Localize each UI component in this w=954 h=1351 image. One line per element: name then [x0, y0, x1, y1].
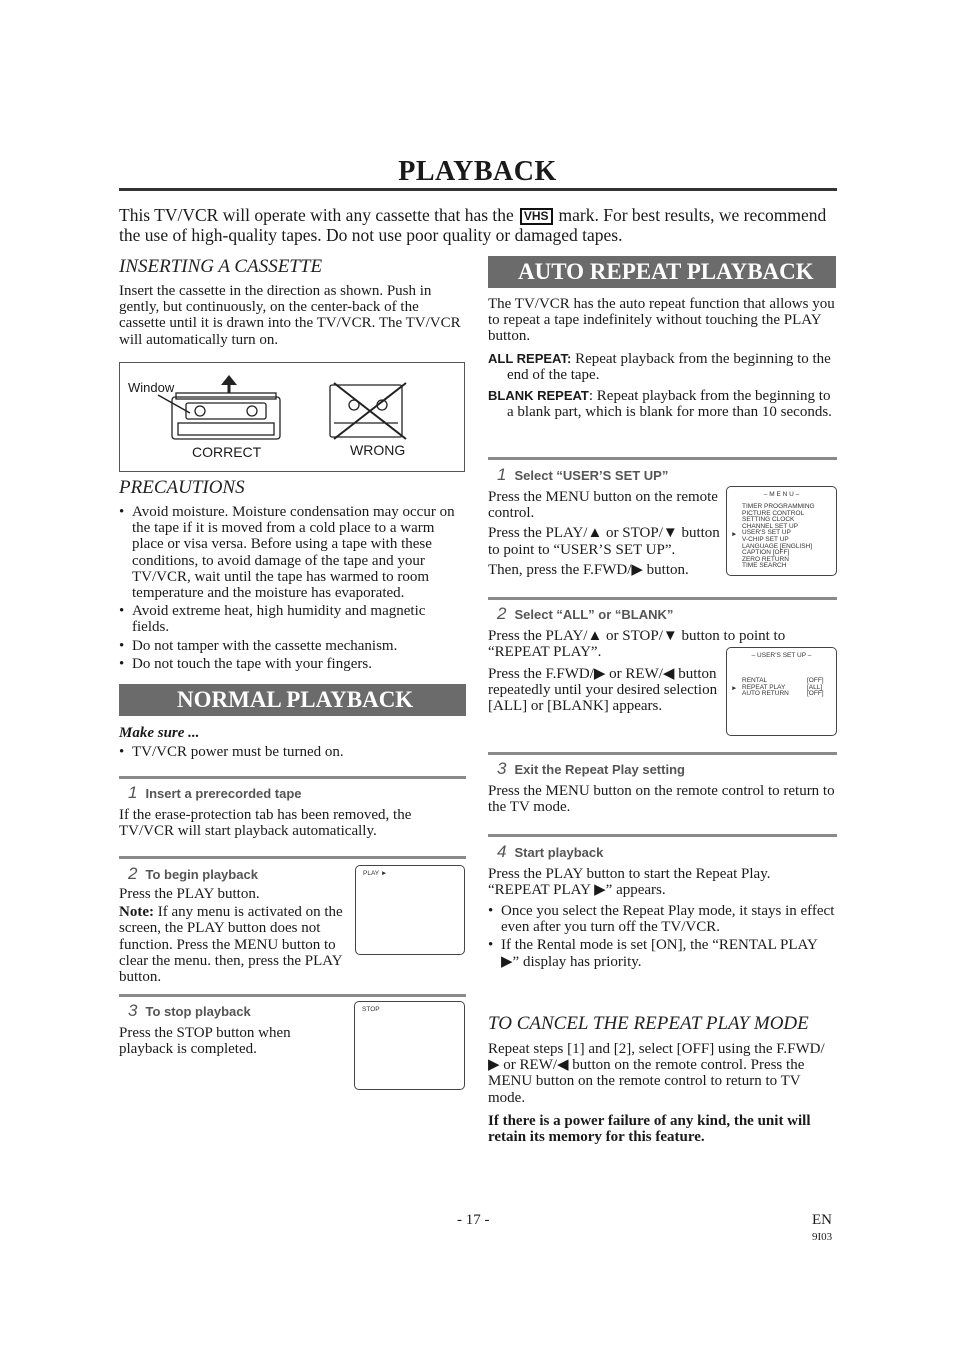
menu-item: ZERO RETURN	[742, 555, 789, 563]
insert-arrow	[221, 375, 237, 385]
step-text: Press the PLAY button to start the Repeat Play. “REPEAT PLAY ▶” appears.	[488, 866, 771, 899]
step-heading	[497, 604, 673, 624]
step-text: Press the STOP button when playback is completed.	[119, 1025, 291, 1058]
cancel-heading: TO CANCEL THE REPEAT PLAY MODE	[488, 1013, 809, 1034]
menu-item: LANGUAGE [ENGLISH]	[742, 542, 813, 550]
all-repeat-label: ALL REPEAT:	[488, 351, 572, 366]
step-instruction: Press the PLAY/▲ or STOP/▼ button to point to “USER’S SET UP”.	[488, 525, 720, 558]
step-text	[488, 489, 720, 578]
divider	[488, 457, 837, 460]
divider	[119, 994, 466, 997]
menu-pointer-icon: ►	[731, 531, 738, 538]
make-sure-label: Make sure ...	[119, 725, 200, 741]
note-label: Note:	[119, 904, 154, 921]
cancel-note: If there is a power failure of any kind, the unit will retain its memory for this feature.	[488, 1113, 811, 1146]
step-number: 3	[497, 759, 507, 778]
step-title: Exit the Repeat Play setting	[514, 762, 685, 777]
language-code: EN	[812, 1212, 832, 1228]
menu-item: RENTAL	[742, 677, 768, 684]
divider	[119, 856, 466, 859]
step-heading	[128, 783, 302, 803]
inserting-text: Insert the cassette in the direction as shown. Push in gently, but continuously, on the center-back of the cassette until it is drawn into the TV/VCR. The TV/VCR will automatically turn on.	[119, 283, 461, 348]
step-heading	[497, 465, 668, 485]
step-text: If the erase-protection tab has been removed, the TV/VCR will start playback automatically.	[119, 807, 412, 840]
menu-screen	[726, 486, 837, 576]
menu-screen	[726, 647, 837, 736]
tv-screen	[355, 865, 465, 955]
blank-repeat-desc	[488, 388, 836, 420]
step-title: To stop playback	[145, 1004, 251, 1019]
screen-text: PLAY ►	[363, 870, 388, 877]
intro-text-after: mark. For best results, we recommend the use of high-quality tapes. Do not use poor quality or damaged tapes.	[119, 205, 827, 245]
make-sure-list	[119, 744, 464, 762]
menu-item: CAPTION [OFF]	[742, 549, 790, 557]
menu-item: REPEAT PLAY	[742, 683, 786, 691]
doc-code: 9I03	[812, 1231, 833, 1243]
menu-item: USER'S SET UP	[742, 529, 791, 537]
divider	[488, 834, 837, 837]
menu-list	[742, 504, 815, 570]
divider	[488, 752, 837, 755]
step-number: 2	[497, 604, 507, 623]
normal-playback-heading: NORMAL PLAYBACK	[119, 684, 466, 716]
screen-text: STOP	[362, 1006, 380, 1013]
intro-text-before: This TV/VCR will operate with any cassette that has the	[119, 205, 514, 225]
step-title: Insert a prerecorded tape	[145, 786, 302, 801]
page-number: - 17 -	[457, 1212, 490, 1228]
title-rule	[119, 188, 837, 191]
list-item: • Avoid extreme heat, high humidity and magnetic fields.	[119, 603, 464, 635]
menu-item: V-CHIP SET UP	[742, 535, 789, 543]
step-text: Press the PLAY/▲ or STOP/▼ button to point to “REPEAT PLAY”.	[488, 628, 786, 661]
divider	[488, 597, 837, 600]
step-number: 1	[128, 783, 138, 802]
step-number: 3	[128, 1001, 138, 1020]
step-number: 2	[128, 864, 138, 883]
menu-item: AUTO RETURN	[742, 690, 789, 698]
menu-values	[807, 678, 824, 698]
menu-value: [OFF]	[807, 690, 824, 698]
all-repeat-text: Repeat playback from the beginning to the end of the tape.	[507, 351, 831, 384]
step-bullets	[488, 903, 836, 972]
step-instruction: Then, press the F.FWD/▶ button.	[488, 561, 689, 578]
window-label: Window	[128, 380, 175, 395]
list-item: • Once you select the Repeat Play mode, it stays in effect even after you turn off the TV/VCR.	[488, 903, 836, 935]
step-number: 4	[497, 842, 507, 861]
all-repeat-desc	[488, 351, 836, 383]
menu-item: TIME SEARCH	[742, 562, 787, 570]
wrong-cassette	[330, 385, 402, 437]
vhs-logo: VHS	[520, 208, 553, 225]
menu-item: SETTING CLOCK	[742, 516, 795, 524]
page-title: PLAYBACK	[398, 156, 557, 187]
menu-item: TIMER PROGRAMMING	[742, 503, 815, 510]
step-text: Press the MENU button on the remote control to return to the TV mode.	[488, 783, 835, 816]
menu-value: [ALL]	[807, 683, 823, 691]
precautions-heading: PRECAUTIONS	[119, 477, 245, 498]
list-item: • Do not tamper with the cassette mechanism.	[119, 638, 464, 654]
blank-repeat-text: : Repeat playback from the beginning to a blank part, which is blank for more than 10 seconds.	[507, 388, 832, 421]
menu-item: CHANNEL SET UP	[742, 522, 798, 530]
step-title: To begin playback	[145, 867, 258, 882]
auto-intro: The TV/VCR has the auto repeat function that allows you to repeat a tape indefinitely without touching the PLAY button.	[488, 296, 835, 345]
menu-title: – USER’S SET UP –	[751, 652, 812, 659]
step-title: Select “ALL” or “BLANK”	[514, 607, 674, 622]
blank-repeat-label: BLANK REPEAT	[488, 388, 589, 403]
step-instruction: Press the PLAY button.	[119, 886, 260, 902]
note-text: If any menu is activated on the screen, the PLAY button does not function. Press the MENU button to clear the menu. then, press the PLAY button.	[119, 904, 343, 986]
step-text	[119, 886, 347, 985]
list-item: • If the Rental mode is set [ON], the “RENTAL PLAY ▶” display has priority.	[488, 937, 836, 969]
tv-screen	[354, 1001, 465, 1090]
intro-paragraph	[119, 205, 839, 245]
cancel-text: Repeat steps [1] and [2], select [OFF] using the F.FWD/▶ or REW/◀ button on the remote control. Press the MENU button on the remote control to return to TV mode.	[488, 1041, 825, 1106]
step-text: Press the F.FWD/▶ or REW/◀ button repeatedly until your desired selection [ALL] or [BLANK] appears.	[488, 666, 718, 715]
auto-repeat-heading: AUTO REPEAT PLAYBACK	[488, 256, 836, 288]
step-heading	[497, 759, 685, 779]
menu-list	[742, 678, 789, 698]
menu-value: [OFF]	[807, 677, 824, 684]
step-number: 1	[497, 465, 507, 484]
step-heading	[128, 1001, 251, 1021]
step-title: Select “USER’S SET UP”	[514, 468, 669, 483]
list-item: • TV/VCR power must be turned on.	[119, 744, 464, 760]
step-heading	[497, 842, 603, 862]
list-item: • Avoid moisture. Moisture condensation may occur on the tape if it is moved from a cold place to a warm place or visa versa. Before using a tape with these conditions, to avoid damage of the tape and your TV/VCR, wait until the tape has warmed to room temperature and the moisture has evaporated.	[119, 504, 464, 601]
precautions-list	[119, 504, 464, 674]
correct-cassette	[172, 393, 280, 439]
menu-pointer-icon: ►	[731, 685, 738, 692]
step-heading	[128, 864, 258, 884]
cassette-figure	[119, 362, 465, 472]
correct-label: CORRECT	[192, 444, 262, 460]
list-item: • Do not touch the tape with your fingers.	[119, 656, 464, 672]
menu-item: PICTURE CONTROL	[742, 509, 805, 517]
wrong-label: WRONG	[350, 442, 406, 458]
step-title: Start playback	[514, 845, 604, 860]
step-instruction: Press the MENU button on the remote control.	[488, 489, 718, 522]
step-note	[119, 904, 347, 985]
inserting-heading: INSERTING A CASSETTE	[119, 256, 323, 277]
menu-title: – M E N U –	[763, 491, 800, 498]
divider	[119, 776, 466, 779]
